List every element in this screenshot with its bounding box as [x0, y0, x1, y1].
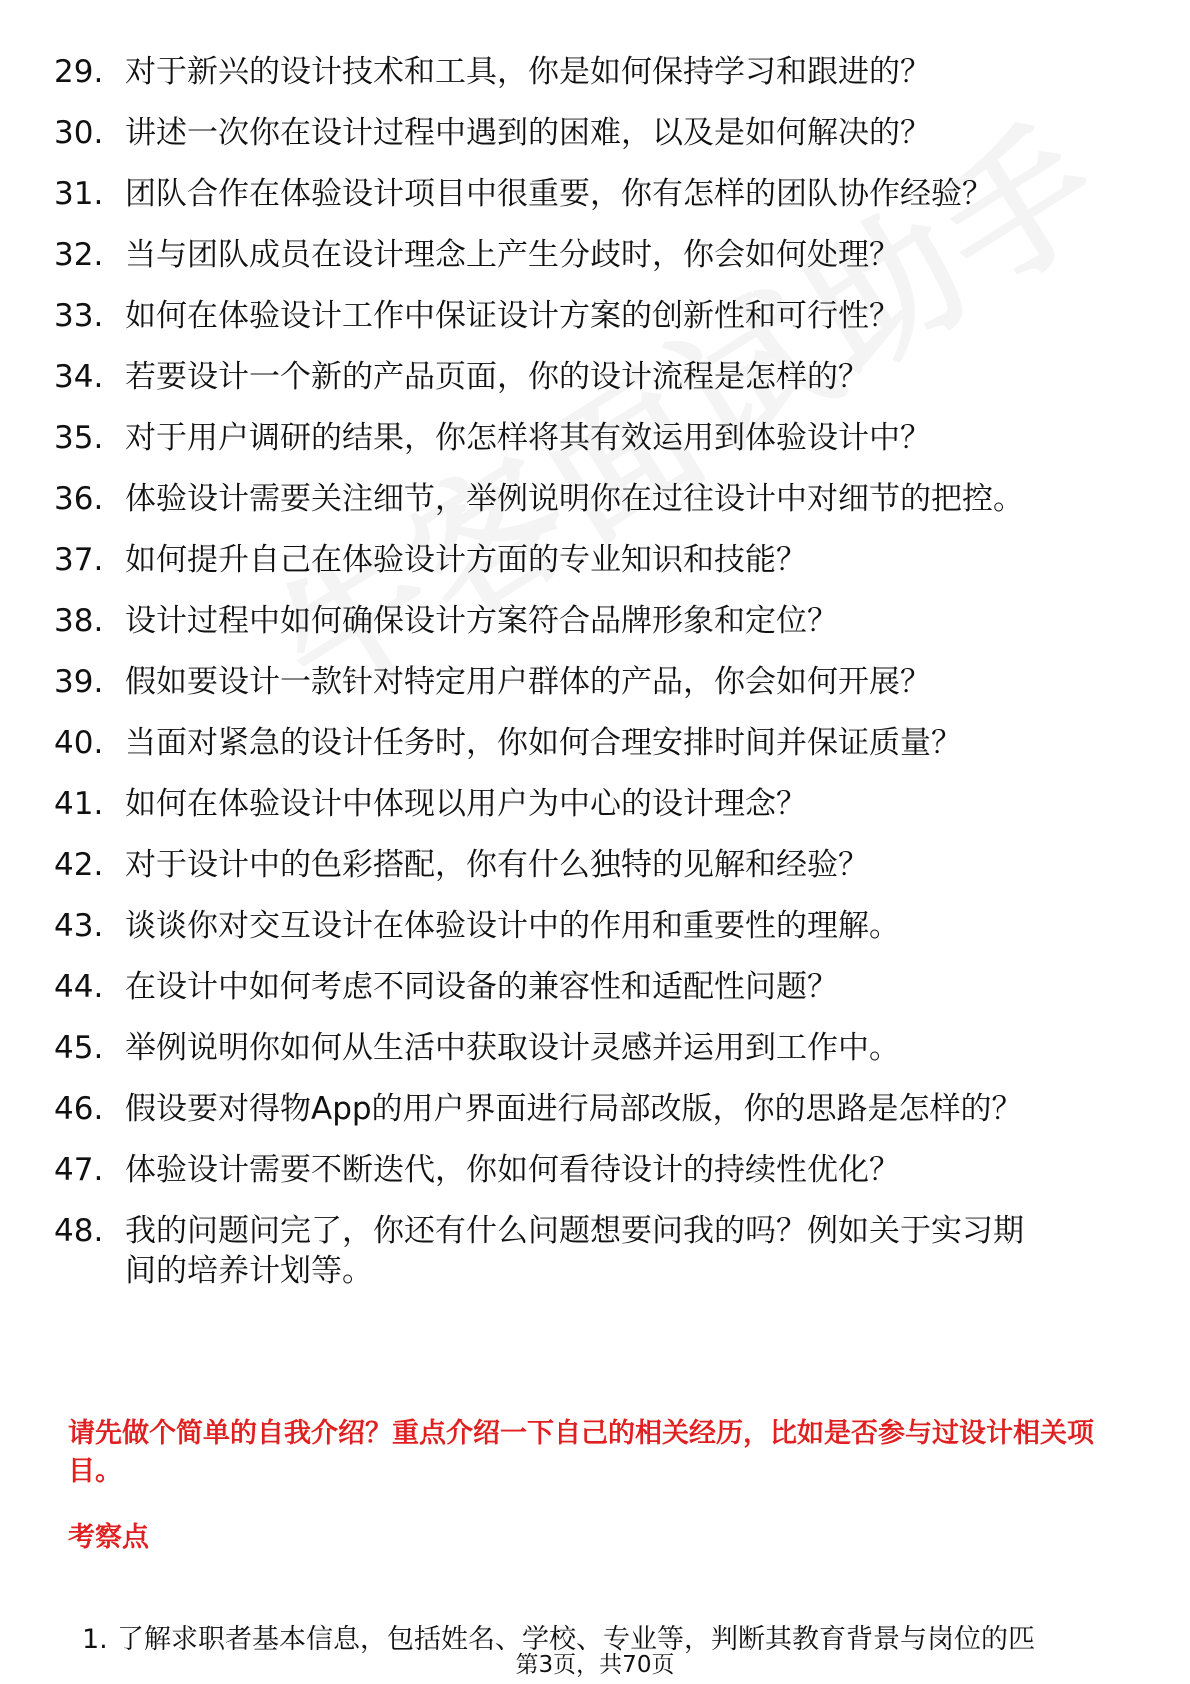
question-item: [0, 540, 1190, 580]
question-item: [0, 967, 1190, 1007]
highlight-question: 请先做个简单的自我介绍？重点介绍一下自己的相关经历，比如是否参与过设计相关项目。: [68, 1418, 1094, 1487]
question-number: 44.: [54, 969, 104, 1005]
question-item: [0, 52, 1190, 92]
question-item: [0, 418, 1190, 458]
question-number: 29.: [54, 54, 104, 90]
question-item: [0, 601, 1190, 641]
question-number: 43.: [54, 908, 104, 944]
question-text: 设计过程中如何确保设计方案符合品牌形象和定位？: [125, 603, 838, 639]
question-text: 谈谈你对交互设计在体验设计中的作用和重要性的理解。: [125, 908, 900, 944]
question-text: 体验设计需要不断迭代，你如何看待设计的持续性优化？: [125, 1152, 900, 1188]
question-item: [0, 357, 1190, 397]
page-footer: 第3页，共70页: [515, 1652, 675, 1678]
question-text: 体验设计需要关注细节，举例说明你在过往设计中对细节的把控。: [125, 481, 1024, 517]
question-item: [0, 235, 1190, 275]
section-heading: 考察点: [68, 1522, 149, 1553]
question-text: 团队合作在体验设计项目中很重要，你有怎样的团队协作经验？: [125, 176, 993, 212]
answer-number: 1.: [82, 1624, 108, 1655]
question-item: [0, 784, 1190, 824]
question-item: [0, 1150, 1190, 1190]
question-number: 40.: [54, 725, 104, 761]
question-number: 47.: [54, 1152, 104, 1188]
question-item: [0, 174, 1190, 214]
question-number: 31.: [54, 176, 104, 212]
question-text: 在设计中如何考虑不同设备的兼容性和适配性问题？: [125, 969, 838, 1005]
question-text: 如何在体验设计中体现以用户为中心的设计理念？: [125, 786, 807, 822]
question-number: 46.: [54, 1091, 104, 1127]
question-item: [0, 723, 1190, 763]
question-item: [0, 113, 1190, 153]
question-number: 35.: [54, 420, 104, 456]
question-text: 对于用户调研的结果，你怎样将其有效运用到体验设计中？: [125, 420, 931, 456]
question-item: [0, 662, 1190, 702]
question-item: [0, 906, 1190, 946]
question-text: 举例说明你如何从生活中获取设计灵感并运用到工作中。: [125, 1030, 900, 1066]
question-text: 当与团队成员在设计理念上产生分歧时，你会如何处理？: [125, 237, 900, 273]
question-text: 对于设计中的色彩搭配，你有什么独特的见解和经验？: [125, 847, 869, 883]
question-text: 当面对紧急的设计任务时，你如何合理安排时间并保证质量？: [125, 725, 962, 761]
question-text: 假如要设计一款针对特定用户群体的产品，你会如何开展？: [125, 664, 931, 700]
question-number: 38.: [54, 603, 104, 639]
question-list: [0, 52, 1190, 1312]
question-number: 33.: [54, 298, 104, 334]
question-text: 我的问题问完了，你还有什么问题想要问我的吗？例如关于实习期间的培养计划等。: [125, 1213, 1024, 1289]
question-number: 39.: [54, 664, 104, 700]
question-text: 如何提升自己在体验设计方面的专业知识和技能？: [125, 542, 807, 578]
answer-text: 了解求职者基本信息，包括姓名、学校、专业等，判断其教育背景与岗位的匹: [117, 1624, 1035, 1655]
question-number: 48.: [54, 1213, 104, 1249]
question-item: [0, 1089, 1190, 1129]
question-item: [0, 845, 1190, 885]
question-number: 41.: [54, 786, 104, 822]
question-text: 假设要对得物App的用户界面进行局部改版，你的思路是怎样的？: [125, 1091, 1023, 1127]
question-number: 45.: [54, 1030, 104, 1066]
question-item: [0, 479, 1190, 519]
question-number: 34.: [54, 359, 104, 395]
question-number: 30.: [54, 115, 104, 151]
question-text: 讲述一次你在设计过程中遇到的困难，以及是如何解决的？: [125, 115, 931, 151]
question-item: [0, 1211, 1190, 1291]
question-text: 对于新兴的设计技术和工具，你是如何保持学习和跟进的？: [125, 54, 931, 90]
question-number: 37.: [54, 542, 104, 578]
question-item: [0, 1028, 1190, 1068]
question-number: 36.: [54, 481, 104, 517]
question-text: 如何在体验设计工作中保证设计方案的创新性和可行性？: [125, 298, 900, 334]
question-number: 32.: [54, 237, 104, 273]
question-text: 若要设计一个新的产品页面，你的设计流程是怎样的？: [125, 359, 869, 395]
question-number: 42.: [54, 847, 104, 883]
question-item: [0, 296, 1190, 336]
